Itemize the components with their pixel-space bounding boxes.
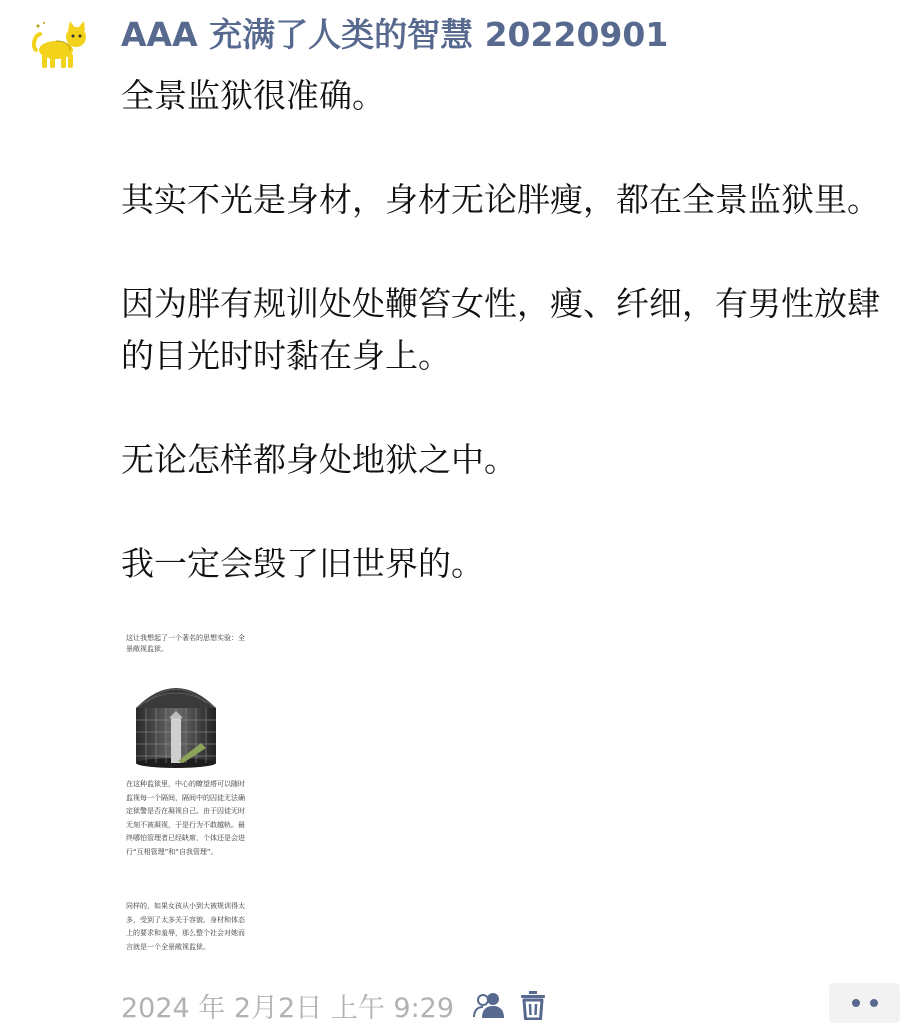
more-button[interactable] — [829, 983, 900, 1023]
trash-icon[interactable] — [520, 990, 546, 1020]
post-paragraph: 我一定会毁了旧世界的。 — [121, 544, 484, 583]
post-paragraph: 因为胖有规训处处鞭笞女性，瘦、纤细，有男性放肆的目光时时黏在身上。 — [121, 284, 880, 375]
post-paragraph: 其实不光是身材，身材无论胖瘦，都在全景监狱里。 — [121, 180, 880, 219]
people-icon[interactable] — [472, 991, 506, 1019]
avatar[interactable] — [30, 20, 92, 72]
author-name[interactable]: AAA 充满了人类的智慧 20220901 — [121, 15, 669, 54]
cat-avatar-icon — [34, 21, 86, 68]
more-dots-icon — [870, 999, 878, 1007]
post-body — [121, 70, 901, 590]
panopticon-illustration — [131, 673, 221, 768]
more-dots-icon — [852, 999, 860, 1007]
image-paragraph: 同样的，如果女孩从小到大被规训得太多，受到了太多关于容貌、身材和体态上的要求和羞辱，那么整个社会对她而言就是一个全景敞视监狱。 — [126, 902, 245, 951]
image-caption: 这让我想起了一个著名的思想实验：全景敞视监狱。 — [126, 634, 245, 653]
post-meta — [121, 985, 546, 1025]
image-paragraph: 在这种监狱里，中心的瞭望塔可以随时监视每一个隔间，隔间中的囚徒无法确定狱警是否在凝视自己。由于囚徒无时无刻不被凝视，于是行为不敢越轨。最终哪怕管理者已经缺席，个体还是会进行“互相管理”和“自我管理”。 — [126, 780, 245, 856]
post-timestamp: 2024 年 2月2日 上午 9:29 — [121, 992, 455, 1024]
post-paragraph: 全景监狱很准确。 — [121, 76, 385, 115]
attached-image[interactable] — [121, 628, 251, 978]
post-paragraph: 无论怎样都身处地狱之中。 — [121, 440, 517, 479]
